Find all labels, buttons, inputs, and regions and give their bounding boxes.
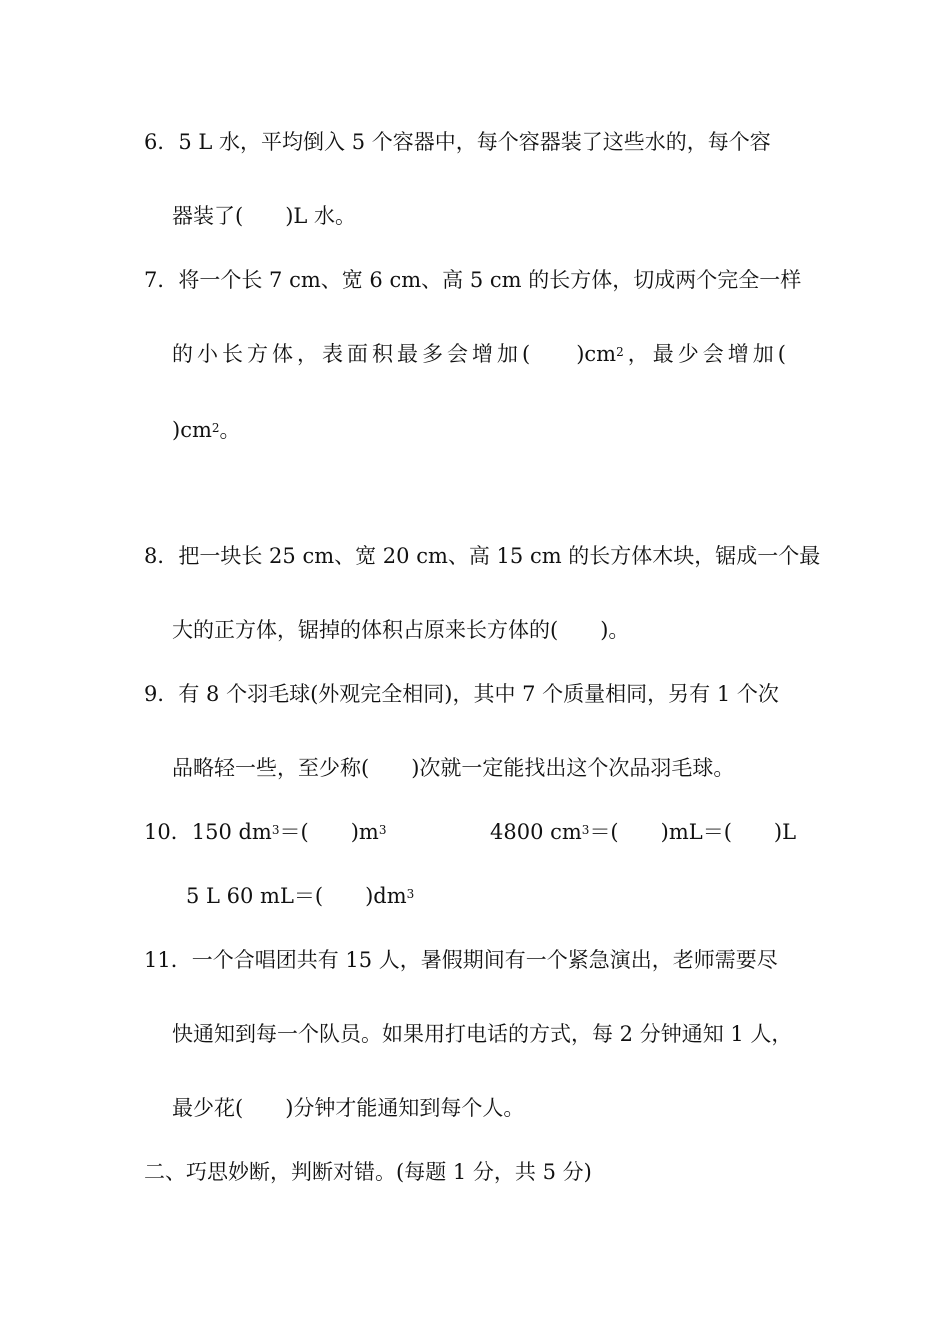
- question-number: 11．: [144, 948, 192, 972]
- question-text: 将一个长 7 cm、宽 6 cm、高 5 cm 的长方体，切成两个完全一样: [178, 268, 802, 292]
- question-number: 8．: [144, 544, 179, 568]
- question-number: 6．: [144, 130, 179, 154]
- question-text: 快通知到每一个队员。如果用打电话的方式，每 2 分钟通知 1 人，: [172, 1022, 793, 1046]
- question-text: 品略轻一些，至少称(: [172, 756, 370, 780]
- question-6-line-1: [144, 128, 771, 156]
- question-text: )分钟才能通知到每个人。: [285, 1096, 525, 1120]
- question-text: )L 水。: [285, 204, 357, 228]
- question-text: )mL＝(: [660, 820, 732, 844]
- question-text: 一个合唱团共有 15 人，暑假期间有一个紧急演出，老师需要尽: [191, 948, 778, 972]
- question-text: ＝(: [279, 820, 309, 844]
- question-8-line-2: [172, 616, 629, 644]
- question-text: 把一块长 25 cm、宽 20 cm、高 15 cm 的长方体木块，锯成一个最: [178, 544, 821, 568]
- question-text: ＝(: [589, 820, 619, 844]
- question-9-line-2: [172, 754, 734, 782]
- question-text: 5 L 60 mL＝(: [186, 884, 324, 908]
- question-text: )cm: [172, 418, 212, 442]
- question-7-line-3: [172, 416, 241, 444]
- question-text: 。: [219, 418, 241, 442]
- superscript: 3: [378, 823, 387, 837]
- question-number: 7．: [144, 268, 179, 292]
- superscript: 3: [406, 887, 415, 901]
- question-text: 的小长方体，表面积最多会增加(: [172, 342, 535, 366]
- question-text: )L: [773, 820, 797, 844]
- question-text: 器装了(: [172, 204, 244, 228]
- question-number: 9．: [144, 682, 179, 706]
- question-text: )m: [350, 820, 379, 844]
- question-6-line-2: [172, 202, 356, 230]
- question-number: 10．: [144, 820, 192, 844]
- question-11-line-2: [172, 1020, 792, 1048]
- question-text: 最少花(: [172, 1096, 244, 1120]
- question-text: 5 L 水，平均倒入 5 个容器中，每个容器装了这些水的，每个容: [178, 130, 771, 154]
- question-7-line-2: [172, 340, 790, 368]
- question-text: 4800 cm: [490, 820, 582, 844]
- superscript: 2: [616, 345, 628, 359]
- question-9-line-1: [144, 680, 779, 708]
- question-text: )dm: [365, 884, 407, 908]
- question-text: 大的正方体，锯掉的体积占原来长方体的(: [172, 618, 559, 642]
- question-11-line-3: [172, 1094, 524, 1122]
- question-10-part-a: [144, 818, 386, 846]
- question-10-part-b: [490, 818, 796, 846]
- question-text: )cm: [576, 342, 617, 366]
- question-text: ，最少会增加(: [627, 342, 790, 366]
- question-8-line-1: [144, 542, 820, 570]
- question-11-line-1: [144, 946, 778, 974]
- superscript: 2: [211, 421, 220, 435]
- question-text: 150 dm: [191, 820, 272, 844]
- question-10-part-c: [186, 882, 414, 910]
- superscript: 3: [581, 823, 590, 837]
- question-text: )。: [600, 618, 630, 642]
- superscript: 3: [271, 823, 280, 837]
- question-7-line-1: [144, 266, 801, 294]
- question-text: )次就一定能找出这个次品羽毛球。: [411, 756, 735, 780]
- section-title: 二、巧思妙断，判断对错。(每题 1 分，共 5 分): [144, 1160, 592, 1184]
- question-text: 有 8 个羽毛球(外观完全相同)，其中 7 个质量相同，另有 1 个次: [178, 682, 779, 706]
- section-2-heading: [144, 1158, 592, 1186]
